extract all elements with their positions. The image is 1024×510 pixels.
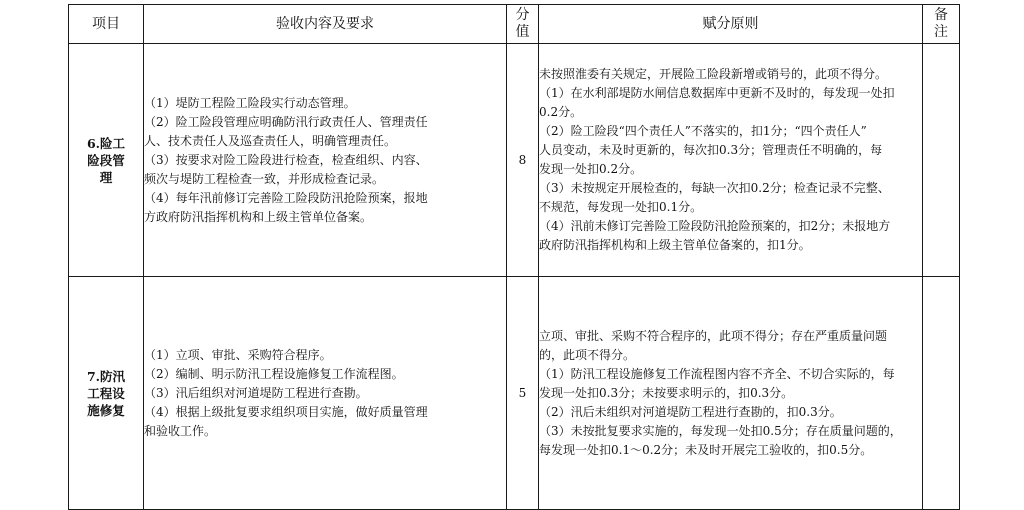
requirement-line: （4）根据上级批复要求组织项目实施，做好质量管理 bbox=[144, 404, 428, 419]
rule-line: （2）汛后未组织对河道堤防工程进行查勘的，扣0.3分。 bbox=[539, 404, 842, 419]
rule-line: 发现一处扣0.3分；未按要求明示的，扣0.3分。 bbox=[539, 385, 794, 400]
requirement-line: （3）按要求对险工险段进行检查，检查组织、内容、 bbox=[144, 152, 428, 167]
rule-line: 未按照淮委有关规定，开展险工险段新增或销号的，此项不得分。 bbox=[539, 67, 888, 81]
item-line: 工程设 bbox=[87, 385, 125, 401]
item-line: 施修复 bbox=[87, 402, 125, 418]
header-note bbox=[923, 5, 960, 44]
rule-line: （4）汛前未修订完善险工险段防汛抢险预案的，扣2分；未报地方 bbox=[539, 219, 891, 233]
rule-line: （3）未按规定开展检查的，每缺一次扣0.2分；检查记录不完整、 bbox=[539, 181, 890, 195]
requirement-line: （1）堤防工程险工险段实行动态管理。 bbox=[144, 95, 356, 110]
rule-line: 政府防汛指挥机构和上级主管单位备案的，扣1分。 bbox=[539, 238, 811, 252]
item-line: 理 bbox=[99, 169, 113, 185]
rule-line: 人员变动，未及时更新的，每次扣0.3分；管理责任不明确的，每 bbox=[539, 143, 883, 157]
rule-line: （3）未按批复要求实施的，每发现一处扣0.5分；存在质量问题的， bbox=[539, 423, 902, 438]
rule-line: 的，此项不得分。 bbox=[539, 347, 636, 362]
note-cell bbox=[923, 44, 960, 277]
table-row bbox=[69, 277, 960, 510]
header-row bbox=[69, 5, 960, 44]
requirement-line: （4）每年汛前修订完善险工险段防汛抢险预案，报地 bbox=[144, 190, 428, 205]
header-score-line-2: 值 bbox=[515, 24, 530, 40]
rule-line: （1）防汛工程设施修复工作流程图内容不齐全、不切合实际的，每 bbox=[539, 366, 895, 381]
header-rule: 赋分原则 bbox=[539, 5, 923, 44]
header-score bbox=[507, 5, 539, 44]
rule-line: （2）险工险段“四个责任人”不落实的，扣1分；“四个责任人” bbox=[539, 124, 867, 138]
item-cell bbox=[69, 44, 144, 277]
table-row bbox=[69, 44, 960, 277]
rule-cell bbox=[539, 277, 923, 510]
rule-line: 0.2分。 bbox=[539, 105, 583, 119]
header-note-line-2: 注 bbox=[934, 24, 948, 40]
requirement-line: （2）险工险段管理应明确防汛行政责任人、管理责任 bbox=[144, 114, 428, 129]
requirements-cell bbox=[144, 44, 507, 277]
acceptance-table bbox=[68, 4, 960, 510]
requirement-line: 方政府防汛指挥机构和上级主管单位备案。 bbox=[144, 209, 373, 224]
item-cell bbox=[69, 277, 144, 510]
header-note-line-1: 备 bbox=[934, 7, 948, 23]
requirement-line: 频次与堤防工程检查一致，并形成检查记录。 bbox=[144, 171, 385, 186]
requirement-line: 人、技术责任人及巡查责任人，明确管理责任。 bbox=[144, 133, 397, 148]
rule-line: （1）在水利部堤防水闸信息数据库中更新不及时的，每发现一处扣 bbox=[539, 86, 895, 100]
item-line: 7.防汛 bbox=[86, 368, 126, 384]
header-item: 项目 bbox=[69, 5, 144, 44]
header-requirements: 验收内容及要求 bbox=[144, 5, 507, 44]
requirement-line: （2）编制、明示防汛工程设施修复工作流程图。 bbox=[144, 366, 404, 381]
requirements-cell bbox=[144, 277, 507, 510]
rule-cell bbox=[539, 44, 923, 277]
header-score-line-1: 分 bbox=[515, 7, 530, 23]
score-cell: 5 bbox=[507, 277, 539, 510]
rule-line: 发现一处扣0.2分。 bbox=[539, 162, 643, 176]
note-cell bbox=[923, 277, 960, 510]
requirement-line: （1）立项、审批、采购符合程序。 bbox=[144, 347, 332, 362]
score-cell: 8 bbox=[507, 44, 539, 277]
rule-line: 不规范，每发现一处扣0.1分。 bbox=[539, 200, 703, 214]
item-line: 险段管 bbox=[87, 152, 125, 168]
rule-line: 立项、审批、采购不符合程序的，此项不得分；存在严重质量问题 bbox=[539, 328, 888, 343]
rule-line: 每发现一处扣0.1～0.2分；未及时开展完工验收的，扣0.5分。 bbox=[539, 442, 873, 457]
requirement-line: （3）汛后组织对河道堤防工程进行查勘。 bbox=[144, 385, 368, 400]
requirement-line: 和验收工作。 bbox=[144, 423, 217, 438]
item-line: 6.险工 bbox=[86, 135, 126, 151]
